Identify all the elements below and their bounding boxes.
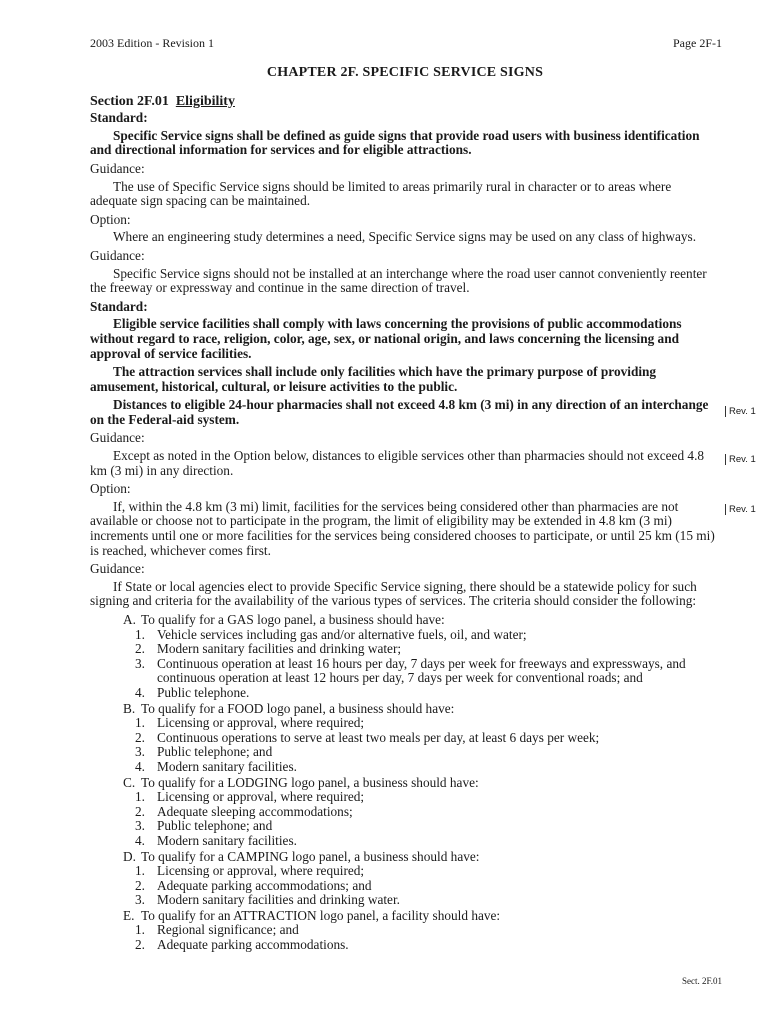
subitem-number: 3.: [135, 892, 145, 908]
criteria-subitem: [135, 864, 720, 879]
revision-mark: Rev. 1: [725, 504, 756, 515]
label-option: Option:: [90, 211, 131, 227]
subitem-number: 2.: [135, 803, 145, 819]
subitem-text: Public telephone; and: [157, 818, 273, 834]
subitem-number: 1.: [135, 863, 145, 879]
subitem-text: Continuous operations to serve at least two meals per day, at least 6 days per week;: [157, 729, 600, 745]
subitem-number: 4.: [135, 832, 145, 848]
criteria-text: To qualify for a FOOD logo panel, a business should have:: [141, 700, 455, 716]
criteria-text: To qualify for a LODGING logo panel, a business should have:: [141, 774, 479, 790]
subitem-number: 3.: [135, 818, 145, 834]
criteria-item: [113, 909, 720, 924]
subitem-number: 2.: [135, 641, 145, 657]
criteria-item: [113, 613, 720, 628]
subitem-number: 1.: [135, 626, 145, 642]
revision-mark: Rev. 1: [725, 406, 756, 417]
criteria-subitem: [135, 686, 720, 701]
paragraph-services-distance: Except as noted in the Option below, distances to eligible services other than pharmacies should not exceed 4.8 km (3 mi) in any direction.: [90, 448, 705, 478]
criteria-list: [90, 613, 720, 953]
criteria-letter: E.: [123, 907, 135, 923]
criteria-subitem: [135, 938, 720, 953]
subitem-number: 3.: [135, 744, 145, 760]
criteria-subitem: [135, 716, 720, 731]
section-heading: [90, 95, 720, 110]
footer-section-ref: Sect. 2F.01: [681, 976, 722, 986]
criteria-text: To qualify for a CAMPING logo panel, a business should have:: [141, 848, 480, 864]
subitem-text: Modern sanitary facilities.: [157, 758, 297, 774]
revision-mark: Rev. 1: [725, 454, 756, 465]
subitem-text: Licensing or approval, where required;: [157, 715, 365, 731]
criteria-subitem: [135, 893, 720, 908]
criteria-letter: D.: [123, 848, 136, 864]
subitem-text: Licensing or approval, where required;: [157, 789, 365, 805]
subitem-number: 1.: [135, 789, 145, 805]
criteria-text: To qualify for a GAS logo panel, a business should have:: [141, 612, 445, 627]
subitem-text: Modern sanitary facilities.: [157, 832, 297, 848]
criteria-subitem: [135, 805, 720, 820]
header-edition: 2003 Edition - Revision 1: [90, 36, 214, 50]
subitem-number: 2.: [135, 729, 145, 745]
criteria-subitem: [135, 628, 720, 643]
paragraph: The use of Specific Service signs should be limited to areas primarily rural in character or to areas where adequate sign spacing can be maintained.: [90, 178, 672, 209]
criteria-group: [90, 613, 720, 701]
section-number: Section 2F.01: [90, 93, 169, 109]
criteria-group: [90, 702, 720, 775]
criteria-subitem: [135, 879, 720, 894]
label-guidance: Guidance:: [90, 430, 145, 446]
subitem-number: 3.: [135, 655, 145, 671]
criteria-subitem: [135, 834, 720, 849]
paragraph-pharmacy-distance: Distances to eligible 24-hour pharmacies shall not exceed 4.8 km (3 mi) in any direction of an interchange on the Federal-aid system.: [90, 397, 709, 427]
label-guidance: Guidance:: [90, 247, 145, 263]
criteria-text: To qualify for an ATTRACTION logo panel, a facility should have:: [141, 907, 501, 923]
section-title: Eligibility: [175, 93, 235, 109]
criteria-subitem: [135, 657, 720, 686]
paragraph: If State or local agencies elect to provide Specific Service signing, there should be a statewide policy for such signing and criteria for the availability of the various types of services. The criteria should consider the following:: [90, 578, 697, 609]
criteria-group: [90, 850, 720, 908]
criteria-group: [90, 776, 720, 849]
subitem-text: Licensing or approval, where required;: [157, 863, 365, 879]
criteria-subitem: [135, 923, 720, 938]
criteria-subitem: [135, 790, 720, 805]
criteria-subitem: [135, 819, 720, 834]
subitem-text: Vehicle services including gas and/or alternative fuels, oil, and water;: [157, 626, 527, 642]
subitem-text: Adequate parking accommodations; and: [157, 877, 372, 893]
criteria-subitem: [135, 760, 720, 775]
criteria-letter: A.: [123, 612, 136, 627]
subitem-text: Modern sanitary facilities and drinking water;: [157, 641, 402, 657]
subitem-text: Public telephone; and: [157, 744, 273, 760]
criteria-group: [90, 909, 720, 953]
criteria-item: [113, 702, 720, 717]
subitem-number: 4.: [135, 684, 145, 700]
subitem-text: Regional significance; and: [157, 922, 299, 938]
criteria-subitem: [135, 745, 720, 760]
criteria-item: [113, 850, 720, 865]
subitem-text: Continuous operation at least 16 hours per day, 7 days per week for freeways and expressways, and continuous operation at least 12 hours per day, 7 days per week for conventional roads; and: [157, 655, 686, 686]
header-page-number: Page 2F-1: [673, 36, 722, 50]
paragraph: Specific Service signs should not be installed at an interchange where the road user cannot conveniently reenter the freeway or expressway and continue in the same direction of travel.: [90, 265, 707, 296]
document-body: [90, 66, 720, 954]
paragraph-extension: If, within the 4.8 km (3 mi) limit, facilities for the services being considered other than pharmacies are not available or choose not to participate in the program, the limit of eligibility may be extended in 4.8 km (3 mi) increments until one or more facilities for the services being considered chooses to participate, or until 25 km (15 mi) is reached, whichever comes first.: [90, 498, 715, 558]
criteria-subitem: [135, 642, 720, 657]
chapter-title: CHAPTER 2F. SPECIFIC SERVICE SIGNS: [266, 65, 544, 80]
criteria-letter: B.: [123, 700, 136, 716]
paragraph: The attraction services shall include only facilities which have the primary purpose of providing amusement, historical, cultural, or leisure activities to the public.: [90, 364, 657, 394]
criteria-subitem: [135, 731, 720, 746]
label-guidance: Guidance:: [90, 561, 145, 577]
subitem-text: Adequate sleeping accommodations;: [157, 803, 353, 819]
subitem-number: 2.: [135, 937, 145, 953]
criteria-item: [113, 776, 720, 791]
subitem-number: 1.: [135, 715, 145, 731]
label-standard: Standard:: [90, 110, 148, 126]
subitem-text: Public telephone.: [157, 684, 250, 700]
label-guidance: Guidance:: [90, 160, 145, 176]
paragraph: Eligible service facilities shall comply with laws concerning the provisions of public accommodations without regard to race, religion, color, age, sex, or national origin, and laws concerning the licensing and approval of service facilities.: [90, 316, 682, 361]
label-standard: Standard:: [90, 298, 148, 314]
subitem-number: 1.: [135, 922, 145, 938]
criteria-letter: C.: [123, 774, 136, 790]
paragraph: Specific Service signs shall be defined as guide signs that provide road users with business identification and directional information for services and for eligible attractions.: [90, 127, 700, 158]
subitem-number: 4.: [135, 758, 145, 774]
paragraph: Where an engineering study determines a need, Specific Service signs may be used on any class of highways.: [113, 229, 697, 245]
subitem-text: Modern sanitary facilities and drinking water.: [157, 892, 400, 908]
subitem-text: Adequate parking accommodations.: [157, 937, 349, 953]
subitem-number: 2.: [135, 877, 145, 893]
label-option: Option:: [90, 481, 131, 497]
